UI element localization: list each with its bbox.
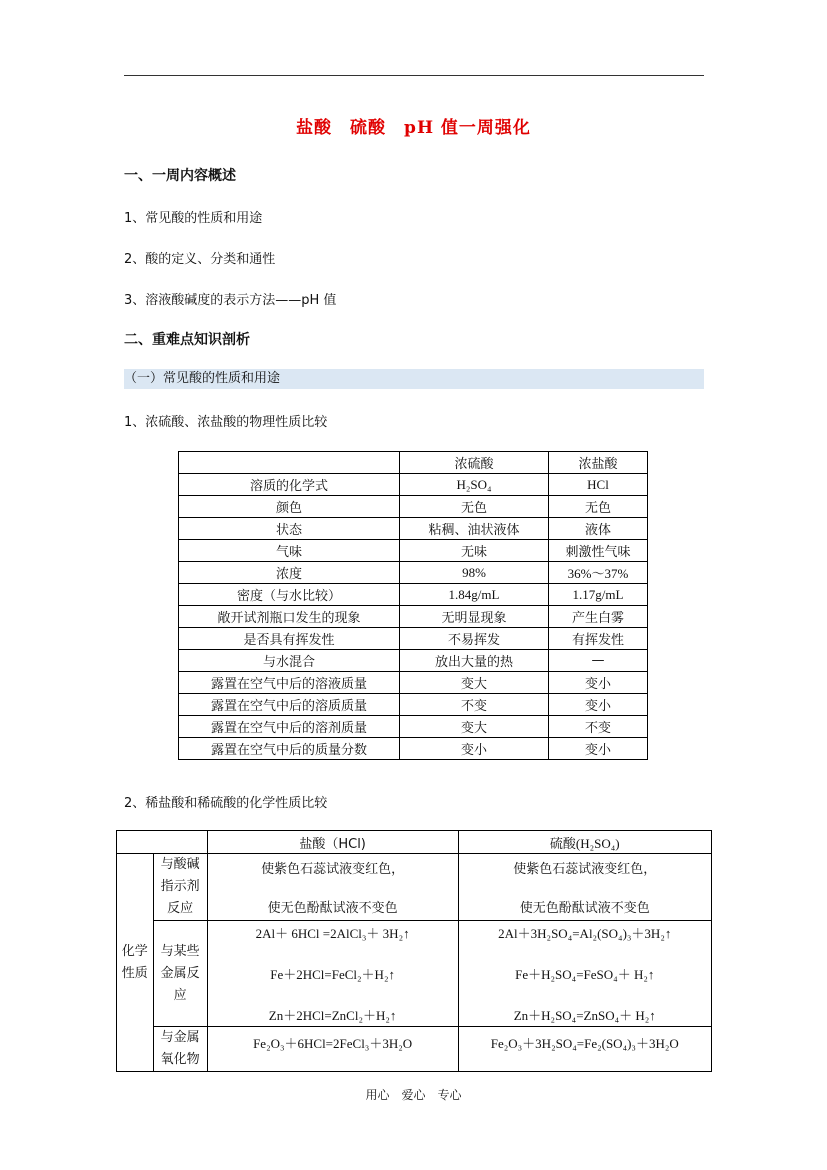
list-item: 1、常见酸的性质和用途 [124,211,263,226]
table-row [179,694,648,716]
table-cell [117,831,208,854]
table-cell: Fe₂O₃＋6HCl=2FeCl₃＋3H₂O [207,1027,458,1072]
table-cell [458,854,711,921]
table-cell: 变大 [400,716,549,738]
table-cell: 是否具有挥发性 [179,628,400,650]
table-row [179,650,648,672]
table-row [117,854,712,921]
table-cell: 浓度 [179,562,400,584]
table-cell [207,921,458,1027]
table-header-hcl: 浓盐酸 [549,452,648,474]
table-row [179,518,648,540]
table-cell: 刺激性气味 [549,540,648,562]
table-cell: 98% [400,562,549,584]
table-row [179,738,648,760]
table-row [179,672,648,694]
cell-spacer [208,942,458,964]
table-cell: 无色 [549,496,648,518]
page-title: 盐酸 硫酸 pH 值一周强化 [296,118,531,138]
table-cell: 液体 [549,518,648,540]
cell-spacer [459,983,711,1005]
table-cell: 与水混合 [179,650,400,672]
table-cell: 状态 [179,518,400,540]
table-cell: 变小 [400,738,549,760]
cell-line: Zn＋H₂SO₄=ZnSO₄＋ H₂↑ [513,1008,656,1023]
table-cell: H₂SO₄ [400,474,549,496]
table-cell: 变小 [549,738,648,760]
table-cell: Fe₂O₃＋3H₂SO₄=Fe₂(SO₄)₃＋3H₂O [458,1027,711,1072]
table-row [179,584,648,606]
group-label: 化学性质 [117,854,154,1072]
cell-line: 2Al＋3H₂SO₄=Al₂(SO₄)₃＋3H₂↑ [498,926,672,941]
table-cell: 变大 [400,672,549,694]
table-header-row [179,452,648,474]
list-item: 3、溶液酸碱度的表示方法——pH 值 [124,293,337,308]
table-cell: 露置在空气中后的溶质质量 [179,694,400,716]
table-cell: 有挥发性 [549,628,648,650]
table-cell: 不变 [400,694,549,716]
table-cell [207,854,458,921]
table-cell: 1.17g/mL [549,584,648,606]
table-cell [458,921,711,1027]
table-cell: 36%～37% [549,562,648,584]
chemical-properties-table [116,830,712,1072]
cell-spacer [459,942,711,964]
cell-line: 使无色酚酞试液不变色 [519,901,650,916]
physical-properties-table [178,451,648,760]
table-row [179,496,648,518]
table-cell: 露置在空气中后的溶剂质量 [179,716,400,738]
cell-line: 使紫色石蕊试液变红色， [513,862,657,877]
table-cell: 颜色 [179,496,400,518]
cell-line: 2Al＋ 6HCl =2AlCl₃＋ 3H₂↑ [255,926,410,941]
list-item: 2、酸的定义、分类和通性 [124,252,276,267]
table-cell: HCl [549,474,648,496]
row-label: 与某些金属反应 [153,921,207,1027]
table-cell: 不变 [549,716,648,738]
table-header-row [117,831,712,854]
table-cell: 不易挥发 [400,628,549,650]
cell-spacer [208,983,458,1005]
table-row [179,716,648,738]
table-cell: 放出大量的热 [400,650,549,672]
table-header-h2so4: 浓硫酸 [400,452,549,474]
section-heading-1: 一、一周内容概述 [124,168,236,184]
cell-line: Fe＋H₂SO₄=FeSO₄＋ H₂↑ [515,967,655,982]
table-cell: 露置在空气中后的溶液质量 [179,672,400,694]
table-row [179,474,648,496]
cell-line: 使无色酚酞试液不变色 [267,901,398,916]
table-cell: 1.84g/mL [400,584,549,606]
table-cell: 产生白雾 [549,606,648,628]
table-cell: 露置在空气中后的质量分数 [179,738,400,760]
table-cell: 气味 [179,540,400,562]
subheading-physical: 1、浓硫酸、浓盐酸的物理性质比较 [124,415,328,430]
section-heading-2: 二、重难点知识剖析 [124,332,250,348]
cell-line: Fe＋2HCl=FeCl₂＋H₂↑ [270,967,395,982]
table-cell: 敞开试剂瓶口发生的现象 [179,606,400,628]
table-row [179,562,648,584]
table-cell: 溶质的化学式 [179,474,400,496]
table-cell: 粘稠、油状液体 [400,518,549,540]
table-row [117,921,712,1027]
table-row [179,606,648,628]
cell-line: 使紫色石蕊试液变红色， [261,862,405,877]
footer: 用心 爱心 专心 [365,1088,462,1102]
table-header-hcl: 盐酸（HCl) [207,831,458,854]
table-cell: 无色 [400,496,549,518]
table-header-h2so4: 硫酸(H₂SO₄) [458,831,711,854]
table-cell: 变小 [549,694,648,716]
table-cell: 密度（与水比较） [179,584,400,606]
table-row [179,540,648,562]
cell-line: Zn＋2HCl=ZnCl₂＋H₂↑ [268,1008,397,1023]
table-cell: 变小 [549,672,648,694]
table-row [117,1027,712,1072]
cell-spacer [459,877,711,897]
row-label: 与酸碱指示剂反应 [153,854,207,921]
header-rule [124,75,704,76]
cell-spacer [208,877,458,897]
subheading-chemical: 2、稀盐酸和稀硫酸的化学性质比较 [124,796,328,811]
table-cell: — [549,650,648,672]
table-cell [179,452,400,474]
table-cell: 无明显现象 [400,606,549,628]
table-row [179,628,648,650]
row-label: 与金属氧化物 [153,1027,207,1072]
subsection-band: （一）常见酸的性质和用途 [124,369,704,389]
table-cell: 无味 [400,540,549,562]
